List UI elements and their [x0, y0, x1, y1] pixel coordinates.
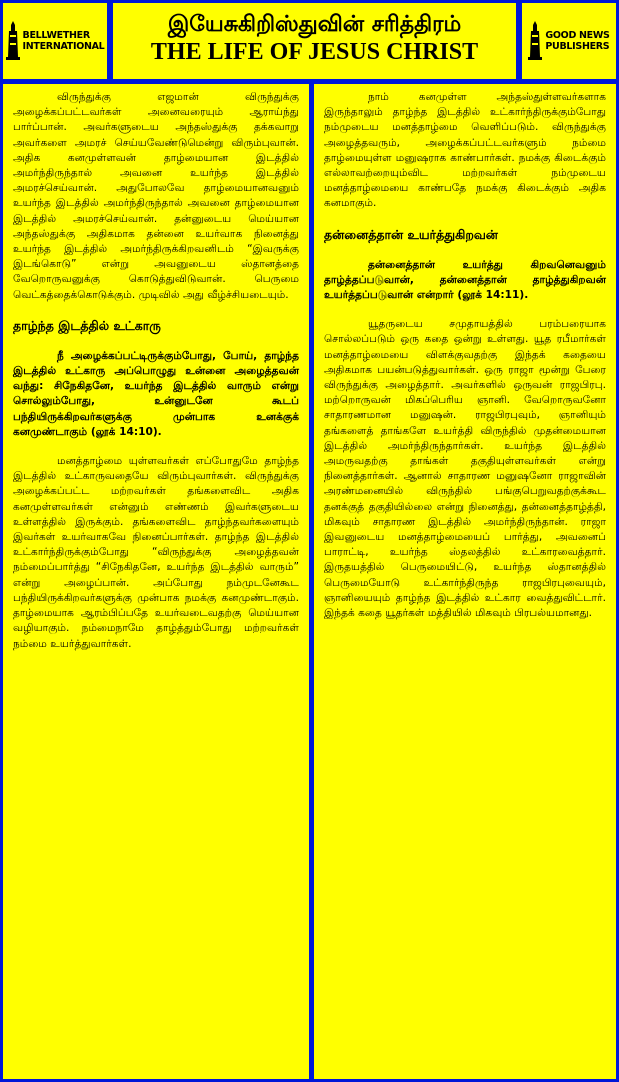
- right-logo-line2: PUBLISHERS: [545, 41, 610, 52]
- right-scripture-verse: தன்னைத்தான் உயர்த்து கிறவனெவனும் தாழ்த்தப்படுவான், தன்னைத்தான் தாழ்த்துகிறவன் உயர்த்தப்படுவான் என்றார் (லூக் 14:11).: [324, 258, 606, 302]
- left-section-heading: தாழ்ந்த இடத்தில் உட்காரு: [13, 317, 161, 333]
- right-column: [314, 84, 616, 1079]
- left-logo: [3, 3, 107, 79]
- right-logo: [522, 3, 616, 79]
- right-logo-line1: GOOD NEWS: [545, 30, 610, 41]
- right-section-heading: தன்னைத்தான் உயர்த்துகிறவன்: [324, 226, 498, 242]
- left-scripture-verse: நீ அழைக்கப்பட்டிருக்கும்போது, போய், தாழ்ந்த இடத்தில் உட்காரு அப்பொழுது உன்னை அழைத்தவன் வந்து: சிநேகிதனே, உயர்ந்த இடத்தில் வாரும் என்று சொல்லும்போது, உன்னுடனே கூடப் பந்தியிருக்கிறவர்களுக்கு முன்பாக உனக்குக் கனமுண்டாகும் (லூக் 14:10).: [13, 349, 299, 438]
- lighthouse-icon: [6, 21, 20, 61]
- right-paragraph-2: யூதருடைய சமுதாயத்தில் பரம்பரையாக சொல்லப்படும் ஒரு கதை ஒன்று உள்ளது. யூத ரபீமார்கள் மனத்தாழ்மையை விளக்குவதற்கு இந்தக் கதையை அதிகமாக பயன்படுத்துவார்கள். ஒரு ராஜா மூன்று பேரை விருந்துக்கு அழைத்தார். அவர்களில் ஒருவன் ராஜபிரபு. மற்றொருவன் மிகப்பெரிய ஞானி. வேறொருவனோ சாதாரணமான மனுஷன். ராஜபிரபுவும், ஞானியும் தங்களைத் தாங்களே உயர்த்தி விருந்தில் முதன்மையான இடத்தில் அமர்ந்திருந்தார்கள். உயர்ந்த இடத்தில் அமருவதற்கு தாங்கள் தகுதியுள்ளவர்கள் என்று நினைத்தார்கள். ஆனால் சாதாரண மனுஷனோ ராஜாவின் அரண்மனையில் விருந்தில் பங்குபெறுவதற்குக்கூட தனக்குத் தகுதியில்லை என்று நினைத்து, தன்னைத்தாழ்த்தி, மிகவும் சாதாரண இடத்தில் அமர்ந்திருந்தான். ராஜா இவனுடைய மனத்தாழ்மையைப் பார்த்து, அவனைப் பாராட்டி, உயர்ந்த ஸ்தலத்தில் உட்காரவைத்தார். இருதயத்தில் பெருமையிட்டு, உயர்ந்த ஸ்தானத்தில் பெருமையோடு உட்கார்ந்திருந்த ராஜபிரபுவையும், ஞானியையும் தாழ்ந்த இடத்தில் உட்கார வைத்துவிட்டார். இந்தக் கதை யூதர்கள் மத்தியில் மிகவும் பிரபல்யமானது.: [324, 318, 606, 620]
- left-paragraph-1: விருந்துக்கு எஜமான் விருந்துக்கு அழைக்கப்பட்டவர்கள் அனைவரையும் ஆராய்ந்து பார்ப்பான். அவர்களுடைய அந்தஸ்துக்கு தக்கவாறு அவர்களை அமரச் செய்யவேண்டுமென்று விரும்புவான். அதிக கனமுள்ளவன் தாழ்மையான இடத்தில் அமர்ந்திருந்தால் அவனை உயர்ந்த இடத்தில் அமரச்செய்வான். அதுபோலவே தாழ்மையானவனும் உயர்ந்த இடத்தில் அமர்ந்திருந்தால் அவனை தாழ்மையான இடத்தில் அமரச்செய்வான். தன்னுடைய மெய்யான அந்தஸ்துக்கு அதிகமாக தன்னை உயர்வாக நினைத்து உயர்ந்த இடத்தில் அமர்ந்திருக்கிறவனிடம் “இவருக்கு இடங்கொடு” என்று அவனுடைய ஸ்தானத்தை வேறொருவனுக்கு கொடுத்துவிடுவான். பெருமை வெட்கத்தைக்கொடுக்கும். முடிவில் அது வீழ்ச்சியடையும்.: [13, 91, 299, 301]
- right-paragraph-1: நாம் கனமுள்ள அந்தஸ்துள்ளவர்களாக இருந்தாலும் தாழ்ந்த இடத்தில் உட்கார்ந்திருக்கும்போது நம்முடைய மனத்தாழ்மை வெளிப்படும். விருந்துக்கு அழைத்தவரும், அழைக்கப்பட்டவர்களும் நம்மை தாழ்மையுள்ள மனுஷராக காண்பார்கள். நமக்கு கிடைக்கும் எல்லாவற்றையும்விட மற்றவர்கள் நம்முடைய மனத்தாழ்மையை காண்பதே நமக்கு கிடைக்கும் அதிக கனமாகும்.: [324, 91, 606, 210]
- lighthouse-icon: [528, 21, 542, 61]
- left-column: [3, 84, 309, 1079]
- left-paragraph-2: மனத்தாழ்மை யுள்ளவர்கள் எப்போதுமே தாழ்ந்த இடத்தில் உட்காருவதையே விரும்புவார்கள். விருந்துக்கு அழைக்கப்பட்ட மற்றவர்கள் தங்களைவிட அதிக கனமுள்ளவர்கள் என்னும் எண்ணம் இவர்களுடைய உள்ளத்தில் இருக்கும். தங்களைவிட தாழ்ந்தவர்களையும் இவர்கள் உயர்வாகவே நினைப்பார்கள். தாழ்ந்த இடத்தில் உட்கார்ந்திருக்கும்போது “விருந்துக்கு அழைத்தவன் நம்மைப்பார்த்து “சிநேகிதனே, உயர்ந்த இடத்தில் வாரும்” என்று அழைப்பான். அப்போது நம்முடனேகூட பந்தியிருக்கிறவர்களுக்கு முன்பாக நமக்கு கனமுண்டாகும். தாழ்மையாக ஆரம்பிப்பதே உயர்வடைவதற்கு மெய்யான வழியாகும். நம்மைநாமே தாழ்த்தும்போது மற்றவர்கள் நம்மை உயர்த்துவார்கள்.: [13, 455, 299, 650]
- left-logo-line2: INTERNATIONAL: [22, 41, 105, 52]
- left-logo-line1: BELLWETHER: [22, 30, 90, 41]
- title-banner: [113, 3, 516, 79]
- title-english: THE LIFE OF JESUS CHRIST: [150, 39, 479, 65]
- title-tamil: இயேசுகிறிஸ்துவின் சரித்திரம்: [167, 11, 462, 37]
